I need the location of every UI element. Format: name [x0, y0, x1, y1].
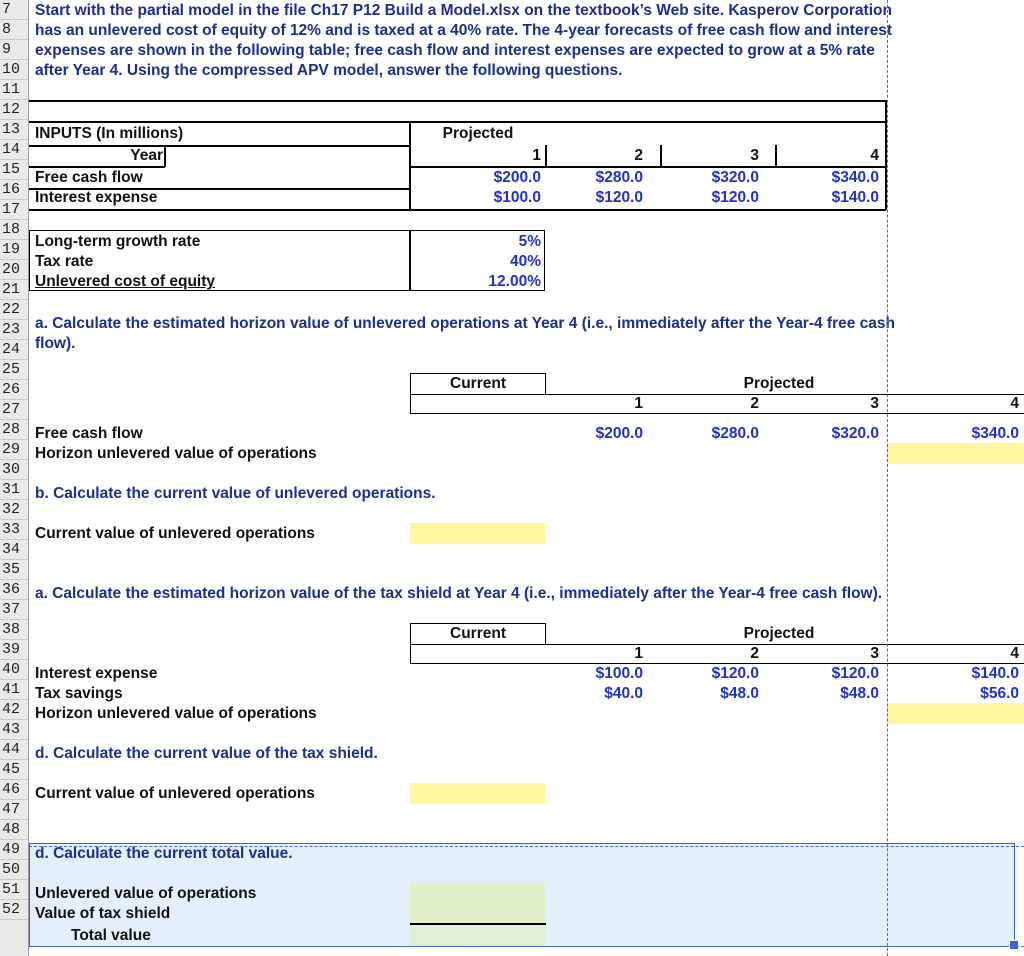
row-header[interactable]: 18	[0, 220, 28, 240]
row-header[interactable]: 39	[0, 640, 28, 660]
table-top-border-2	[29, 121, 886, 123]
qe-answer-cells[interactable]	[410, 883, 545, 924]
qa-year-1: 1	[634, 395, 643, 412]
qc-interest-label: Interest expense	[35, 665, 158, 682]
qc-year-2: 2	[750, 645, 759, 662]
qa-year-4: 4	[1010, 395, 1019, 412]
row-header[interactable]: 23	[0, 320, 28, 340]
qa-current-header: Current	[450, 375, 506, 392]
qc-tax-4: $56.0	[980, 685, 1019, 702]
ke-value[interactable]: 12.00%	[488, 273, 541, 290]
row-header[interactable]: 25	[0, 360, 28, 380]
row-header[interactable]: 10	[0, 60, 28, 80]
row-header[interactable]: 17	[0, 200, 28, 220]
ke-label: Unlevered cost of equity	[35, 273, 216, 290]
row-header[interactable]: 52	[0, 900, 28, 920]
inputs-interest-2[interactable]: $120.0	[595, 189, 643, 206]
inputs-fcf-label: Free cash flow	[35, 169, 143, 186]
row-header[interactable]: 34	[0, 540, 28, 560]
table-top-border	[29, 100, 886, 102]
row-header[interactable]: 36	[0, 580, 28, 600]
fill-handle[interactable]	[1009, 940, 1019, 950]
inputs-header: INPUTS (In millions)	[35, 125, 184, 142]
row-header[interactable]: 43	[0, 720, 28, 740]
row-header[interactable]: 31	[0, 480, 28, 500]
qe-text: d. Calculate the current total value.	[35, 845, 293, 862]
row-header[interactable]: 47	[0, 800, 28, 820]
qd-label: Current value of unlevered operations	[35, 785, 315, 802]
qa-fcf-4: $340.0	[971, 425, 1019, 442]
row-header[interactable]: 38	[0, 620, 28, 640]
qd-answer-cell[interactable]	[410, 783, 545, 804]
growth-value[interactable]: 5%	[518, 233, 541, 250]
qa-projected-header: Projected	[743, 375, 815, 392]
qc-year-4: 4	[1010, 645, 1019, 662]
row-header[interactable]: 11	[0, 80, 28, 100]
page-break-vertical	[887, 0, 888, 956]
qa-fcf-2: $280.0	[711, 425, 759, 442]
tax-label: Tax rate	[35, 253, 94, 270]
qa-text-1: a. Calculate the estimated horizon value of unlevered operations at Year 4 (i.e., immediately after the Year-4 free cash	[35, 315, 896, 332]
intro-line-2: has an unlevered cost of equity of 12% and is taxed at a 40% rate. The 4-year forecasts of free cash flow and interest	[35, 22, 893, 39]
qc-text: a. Calculate the estimated horizon value of the tax shield at Year 4 (i.e., immediately after the Year-4 free cash flow).	[35, 585, 883, 602]
inputs-interest-label: Interest expense	[35, 189, 158, 206]
page-break-top	[29, 846, 1024, 847]
row-header[interactable]: 41	[0, 680, 28, 700]
qc-tax-label: Tax savings	[35, 685, 123, 702]
qa-horizon-label: Horizon unlevered value of operations	[35, 445, 317, 462]
qe-total-label: Total value	[71, 927, 151, 944]
row-header[interactable]: 24	[0, 340, 28, 360]
rates-divider	[409, 230, 411, 291]
row-header[interactable]: 49	[0, 840, 28, 860]
row-header[interactable]: 33	[0, 520, 28, 540]
page-break-bottom	[29, 946, 1024, 947]
row-header[interactable]: 46	[0, 780, 28, 800]
row-header[interactable]: 7	[0, 0, 28, 20]
row-header[interactable]: 27	[0, 400, 28, 420]
row-header[interactable]: 14	[0, 140, 28, 160]
qa-year-2: 2	[750, 395, 759, 412]
inputs-fcf-3[interactable]: $320.0	[711, 169, 759, 186]
table-bottom-border	[29, 209, 886, 211]
qb-answer-cell[interactable]	[410, 523, 545, 544]
qa-fcf-label: Free cash flow	[35, 425, 143, 442]
row-header[interactable]: 16	[0, 180, 28, 200]
intro-line-3: expenses are shown in the following table; free cash flow and interest expenses are expected to grow at a 5% rate	[35, 42, 875, 59]
qc-horizon-answer-cell[interactable]	[887, 703, 1024, 724]
row-header[interactable]: 26	[0, 380, 28, 400]
qc-interest-4: $140.0	[971, 665, 1019, 682]
qa-year-3: 3	[870, 395, 879, 412]
qc-current-header: Current	[450, 625, 506, 642]
qa-fcf-3: $320.0	[831, 425, 879, 442]
qc-horizon-label: Horizon unlevered value of operations	[35, 705, 317, 722]
qc-year-3: 3	[870, 645, 879, 662]
row-header[interactable]: 51	[0, 880, 28, 900]
intro-line-1: Start with the partial model in the file Ch17 P12 Build a Model.xlsx on the textbook’s Web site. Kasperov Corporation	[35, 2, 892, 19]
year-div-2	[660, 145, 662, 167]
row-header[interactable]: 29	[0, 440, 28, 460]
qe-sum-line	[410, 923, 546, 925]
row-header[interactable]: 44	[0, 740, 28, 760]
row-header[interactable]: 21	[0, 280, 28, 300]
inputs-year-2: 2	[634, 147, 643, 164]
row-header[interactable]: 12	[0, 100, 28, 120]
qc-interest-1: $100.0	[595, 665, 643, 682]
inputs-year-4: 4	[870, 147, 879, 164]
qc-tax-1: $40.0	[604, 685, 643, 702]
qa-fcf-1: $200.0	[595, 425, 643, 442]
row-header[interactable]: 35	[0, 560, 28, 580]
qd-text: d. Calculate the current value of the tax shield.	[35, 745, 378, 762]
qb-text: b. Calculate the current value of unlevered operations.	[35, 485, 436, 502]
inputs-year-1: 1	[532, 147, 541, 164]
qc-tax-3: $48.0	[840, 685, 879, 702]
spreadsheet-grid	[29, 0, 1024, 956]
qb-label: Current value of unlevered operations	[35, 525, 315, 542]
row-header[interactable]: 28	[0, 420, 28, 440]
row-header[interactable]: 42	[0, 700, 28, 720]
row-number-gutter	[0, 0, 29, 956]
inputs-fcf-4[interactable]: $340.0	[831, 169, 879, 186]
inputs-interest-4[interactable]: $140.0	[831, 189, 879, 206]
row-header[interactable]: 30	[0, 460, 28, 480]
qc-tax-2: $48.0	[720, 685, 759, 702]
row-header[interactable]: 15	[0, 160, 28, 180]
intro-line-4: after Year 4. Using the compressed APV model, answer the following questions.	[35, 62, 623, 79]
year-label-right	[164, 145, 166, 167]
inputs-projected-header: Projected	[442, 125, 514, 142]
row-header[interactable]: 40	[0, 660, 28, 680]
inputs-year-label: Year	[130, 147, 163, 164]
row-header[interactable]: 20	[0, 260, 28, 280]
row-header[interactable]: 22	[0, 300, 28, 320]
row-header[interactable]: 37	[0, 600, 28, 620]
year-div-1	[545, 145, 547, 167]
row-header[interactable]: 48	[0, 820, 28, 840]
row-header[interactable]: 13	[0, 120, 28, 140]
qc-interest-2: $120.0	[711, 665, 759, 682]
qc-year-1: 1	[634, 645, 643, 662]
growth-label: Long-term growth rate	[35, 233, 201, 250]
qe-shield-label: Value of tax shield	[35, 905, 171, 922]
qc-projected-header: Projected	[743, 625, 815, 642]
row-header[interactable]: 50	[0, 860, 28, 880]
row-header[interactable]: 9	[0, 40, 28, 60]
qa-text-2: flow).	[35, 335, 76, 352]
qc-interest-3: $120.0	[831, 665, 879, 682]
qe-total-cell[interactable]	[410, 926, 545, 946]
inputs-fcf-1[interactable]: $200.0	[493, 169, 541, 186]
row-header[interactable]: 45	[0, 760, 28, 780]
year-div-3	[775, 145, 777, 167]
row-header[interactable]: 8	[0, 20, 28, 40]
tax-value[interactable]: 40%	[509, 253, 541, 270]
inputs-interest-3[interactable]: $120.0	[711, 189, 759, 206]
row-header[interactable]: 32	[0, 500, 28, 520]
row-header[interactable]: 19	[0, 240, 28, 260]
qa-horizon-answer-cell[interactable]	[887, 443, 1024, 464]
inputs-year-3: 3	[750, 147, 759, 164]
inputs-interest-1[interactable]: $100.0	[493, 189, 541, 206]
qe-unlev-label: Unlevered value of operations	[35, 885, 257, 902]
inputs-fcf-2[interactable]: $280.0	[595, 169, 643, 186]
